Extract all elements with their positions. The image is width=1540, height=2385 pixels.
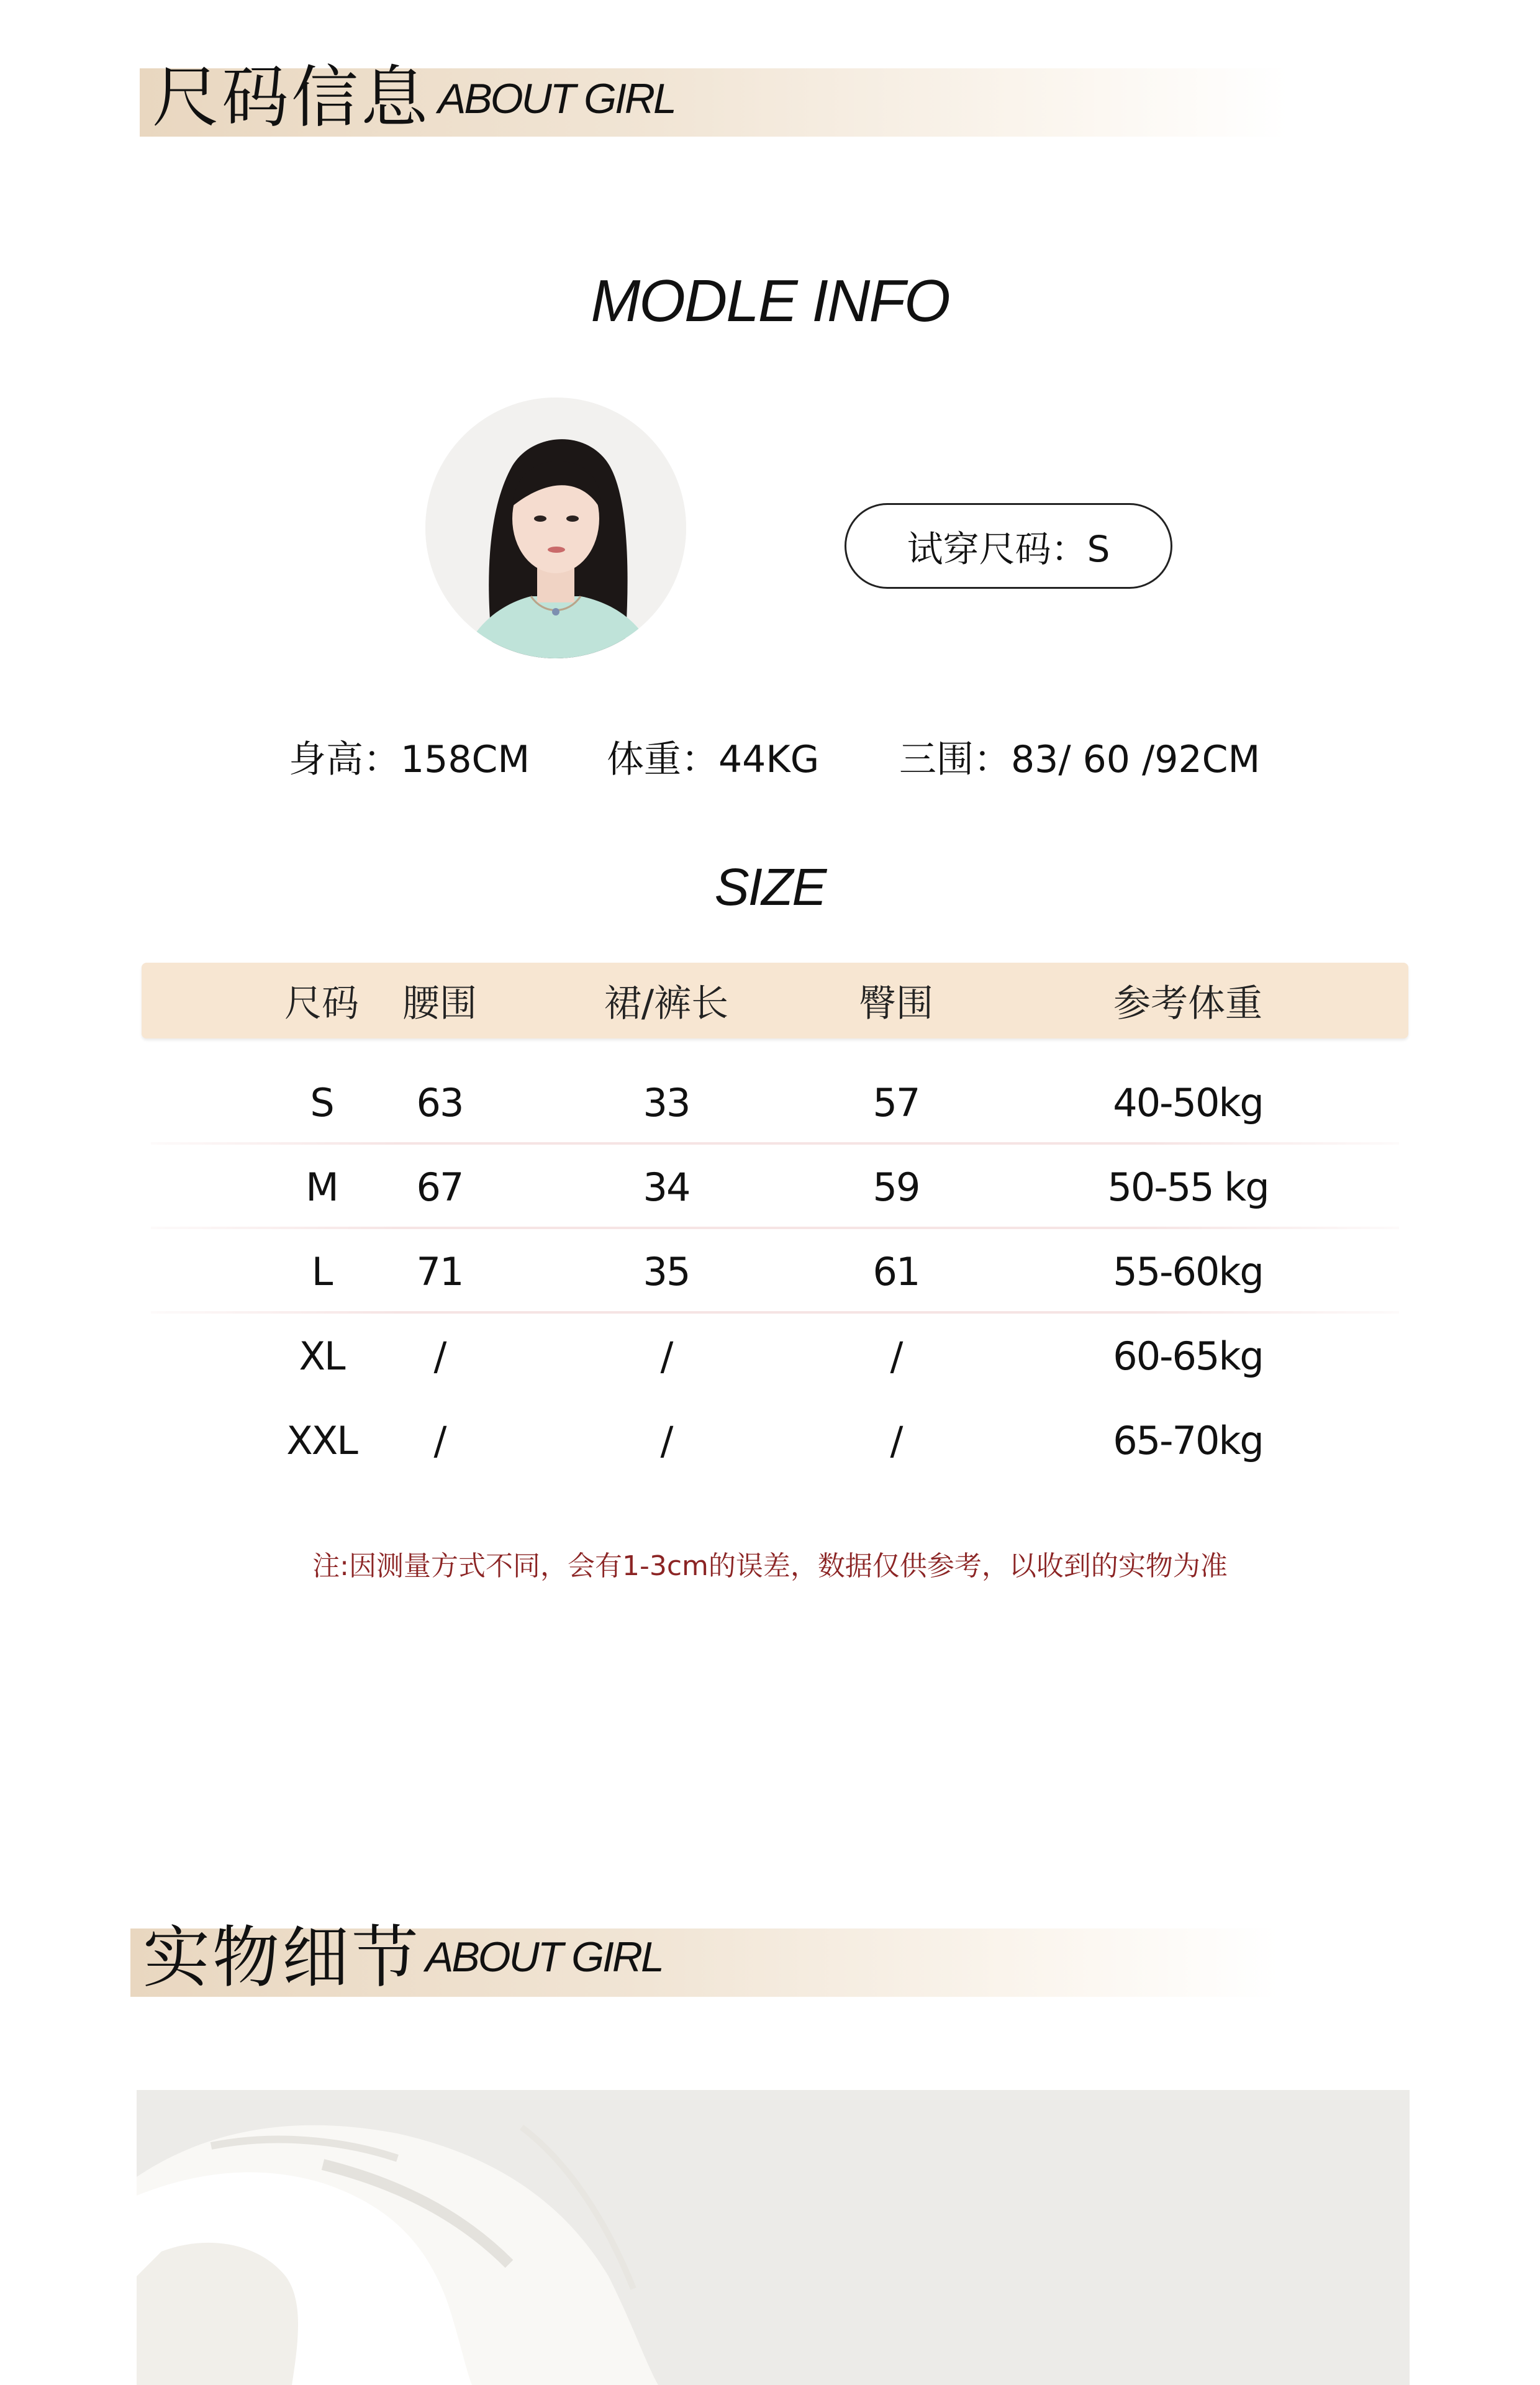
header-length: 裙/裤长 xyxy=(604,982,729,1025)
size-table-title: SIZE xyxy=(714,858,826,916)
size-table xyxy=(142,963,1408,1483)
cell-size: M xyxy=(306,1164,338,1210)
section-header-product-details xyxy=(130,1919,1279,1997)
cell-size: S xyxy=(310,1079,333,1125)
cell-length: 35 xyxy=(643,1248,690,1294)
cell-hip: / xyxy=(890,1333,902,1379)
section-title-en: ABOUT GIRL xyxy=(438,75,675,122)
header-size: 尺码 xyxy=(284,982,359,1025)
cell-waist: 63 xyxy=(416,1079,463,1125)
header-waist: 腰围 xyxy=(402,982,477,1025)
cell-size: XL xyxy=(299,1333,345,1379)
cell-waist: / xyxy=(433,1417,446,1463)
table-row xyxy=(142,1229,1408,1314)
cell-hip: / xyxy=(890,1417,902,1463)
table-row xyxy=(142,1398,1408,1483)
model-info-title: MODLE INFO xyxy=(591,268,949,334)
table-row xyxy=(142,1060,1408,1145)
section-title-cn: 尺码信息 xyxy=(152,59,431,137)
cell-waist: 71 xyxy=(416,1248,463,1294)
cell-length: 33 xyxy=(643,1079,690,1125)
cell-size: XXL xyxy=(286,1417,357,1463)
cell-ref-weight: 50-55 kg xyxy=(1107,1164,1269,1210)
cell-length: / xyxy=(660,1333,673,1379)
section-title-cn: 实物细节 xyxy=(143,1919,422,1997)
cell-hip: 59 xyxy=(872,1164,920,1210)
model-measurements: 三围：83/ 60 /92CM xyxy=(899,738,1261,781)
header-hip: 臀围 xyxy=(859,982,933,1025)
cell-length: 34 xyxy=(643,1164,690,1210)
fit-size-badge: 试穿尺码：S xyxy=(845,503,1172,589)
section-header-size-info xyxy=(140,59,1289,137)
header-ref-weight: 参考体重 xyxy=(1113,982,1262,1025)
cell-waist: 67 xyxy=(416,1164,463,1210)
cell-hip: 57 xyxy=(872,1079,920,1125)
cell-size: L xyxy=(311,1248,332,1294)
model-avatar xyxy=(425,398,686,658)
table-row xyxy=(142,1314,1408,1398)
section-title-en: ABOUT GIRL xyxy=(425,1933,663,1981)
model-weight: 体重：44KG xyxy=(607,738,820,781)
cell-hip: 61 xyxy=(872,1248,920,1294)
cell-length: / xyxy=(660,1417,673,1463)
cell-ref-weight: 60-65kg xyxy=(1113,1333,1263,1379)
product-detail-photo xyxy=(137,2090,1410,2385)
cell-ref-weight: 40-50kg xyxy=(1113,1079,1263,1125)
model-height: 身高：158CM xyxy=(289,738,530,781)
cell-ref-weight: 65-70kg xyxy=(1113,1417,1263,1463)
fabric-detail-illustration xyxy=(137,2090,1410,2385)
model-portrait-illustration xyxy=(425,398,686,658)
size-table-header xyxy=(142,963,1408,1038)
cell-ref-weight: 55-60kg xyxy=(1113,1248,1263,1294)
table-row xyxy=(142,1145,1408,1229)
measurement-note: 注:因测量方式不同，会有1-3cm的误差，数据仅供参考，以收到的实物为准 xyxy=(312,1550,1228,1582)
cell-waist: / xyxy=(433,1333,446,1379)
